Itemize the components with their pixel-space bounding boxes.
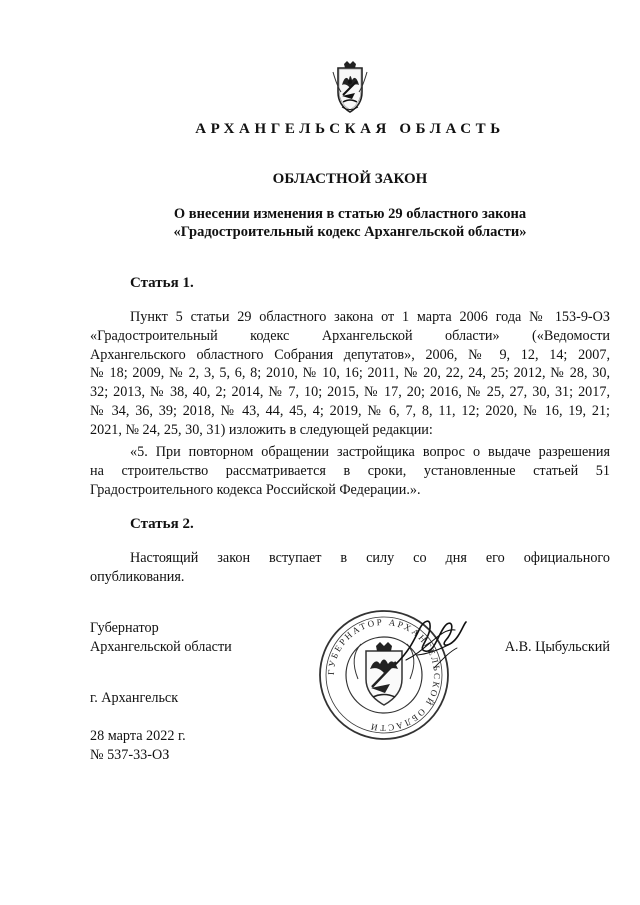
article-1-line: № 34, 36, 39; 2018, № 43, 44, 45, 4; 2019, № 6, 7, 8, 11, 12; 2020, № 16, 19, 21; — [90, 402, 610, 419]
article-1-new-wording — [90, 443, 610, 499]
signatory-region: Архангельской области — [90, 639, 232, 655]
law-subject-line: О внесении изменения в статью 29 областного закона — [173, 206, 527, 222]
article-1-quote-line: «5. При повторном обращении застройщика вопрос о выдаче разрешения — [130, 444, 610, 460]
signing-date: 28 марта 2022 г. — [90, 728, 186, 744]
article-1-heading: Статья 1. — [130, 275, 194, 291]
article-1-line: Пункт 5 статьи 29 областного закона от 1 марта 2006 года № 153-9-ОЗ — [130, 309, 610, 325]
article-1-line: 32; 2013, № 38, 40, 2; 2014, № 7, 10; 2015, № 17, 20; 2016, № 25, 27, 30, 31; 2017, — [90, 384, 610, 401]
seal-inscription: ГУБЕРНАТОР АРХАНГЕЛЬСКОЙ ОБЛАСТИ — [325, 616, 443, 734]
article-1-line: 2021, № 24, 25, 30, 31) изложить в следующей редакции: — [90, 421, 433, 438]
issuing-region: АРХАНГЕЛЬСКАЯ ОБЛАСТЬ — [195, 121, 505, 137]
article-2-text — [90, 549, 610, 587]
law-subject-title — [90, 205, 610, 241]
archangelsk-coat-of-arms-icon — [325, 60, 375, 116]
article-2-heading: Статья 2. — [130, 516, 194, 532]
article-1-text — [90, 308, 610, 440]
article-1-quote-line: на строительство рассматривается в сроки, установленные статьей 51 — [90, 462, 610, 479]
article-2-line: опубликования. — [90, 568, 185, 585]
article-1-line: № 18; 2009, № 2, 3, 5, 6, 8; 2010, № 10, 16; 2011, № 20, 22, 24, 25; 2012, № 28, 30, — [90, 365, 610, 382]
signatory-name: А.В. Цыбульский — [504, 639, 610, 655]
signatory-title: Губернатор — [90, 620, 159, 636]
article-1-line: «Градостроительный кодекс Архангельской области» («Ведомости — [90, 327, 610, 344]
law-number: № 537-33-ОЗ — [90, 747, 170, 763]
article-1-quote-line: Градостроительного кодекса Российской Федерации.». — [90, 481, 421, 498]
article-1-line: Архангельского областного Собрания депутатов», 2006, № 9, 12, 14; 2007, — [90, 346, 610, 363]
document-type-title: ОБЛАСТНОЙ ЗАКОН — [272, 171, 428, 187]
signature-block — [90, 619, 610, 667]
law-subject-line: «Градостроительный кодекс Архангельской области» — [173, 224, 527, 240]
signing-place: г. Архангельск — [90, 690, 179, 706]
article-2-line: Настоящий закон вступает в силу со дня его официального — [130, 550, 610, 566]
